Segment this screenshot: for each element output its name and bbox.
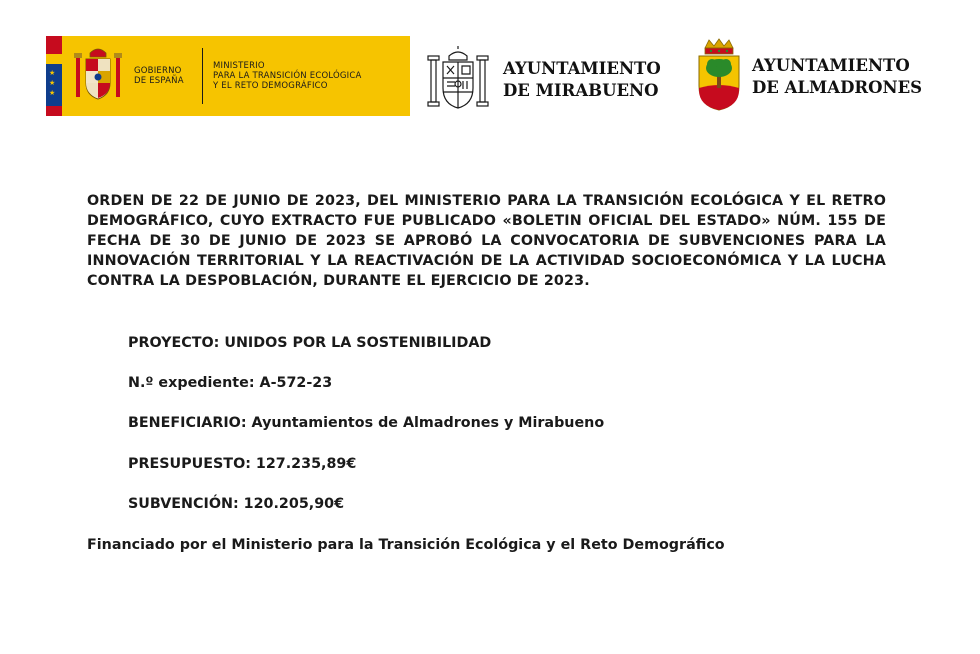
- ministry-line-3: Y EL RETO DEMOGRÁFICO: [213, 81, 328, 91]
- flag-strip: [46, 36, 62, 116]
- order-paragraph: ORDEN DE 22 DE JUNIO DE 2023, DEL MINISTERIO PARA LA TRANSICIÓN ECOLÓGICA Y EL RETRO DEMOGRÁFICO, CUYO EXTRACTO FUE PUBLICADO «BOLETIN OFICIAL DEL ESTADO» NÚM. 155 DE FECHA DE 30 DE JUNIO DE 2023 SE APROBÓ LA CONVOCATORIA DE SUBVENCIONES PARA LA INNOVACIÓN TERRITORIAL Y LA REACTIVACIÓN DE LA ACTIVIDAD SOCIOECONÓMICA Y LA LUCHA CONTRA LA DESPOBLACIÓN, DURANTE EL EJERCICIO DE 2023.: [87, 193, 886, 289]
- almadrones-line-2: DE ALMADRONES: [752, 78, 923, 97]
- ministry-line-1: MINISTERIO: [213, 61, 265, 71]
- presupuesto-line: PRESUPUESTO: 127.235,89€: [128, 456, 357, 472]
- gov-line-1: GOBIERNO: [134, 66, 182, 76]
- eu-stars-icon: ★ ★ ★: [49, 69, 56, 97]
- ministry-line-2: PARA LA TRANSICIÓN ECOLÓGICA: [213, 71, 362, 81]
- gov-label: [134, 36, 198, 116]
- spain-coat-of-arms-icon: [62, 36, 134, 116]
- mirabueno-crest-icon: [425, 46, 491, 116]
- beneficiario-line: BENEFICIARIO: Ayuntamientos de Almadrones y Mirabueno: [128, 415, 605, 431]
- expediente-line: N.º expediente: A-572-23: [128, 375, 333, 391]
- almadrones-title: [752, 55, 922, 99]
- gov-line-2: DE ESPAÑA: [134, 76, 184, 86]
- subvencion-line: SUBVENCIÓN: 120.205,90€: [128, 496, 345, 512]
- mirabueno-line-2: DE MIRABUENO: [503, 81, 659, 100]
- funded-by-note: Financiado por el Ministerio para la Transición Ecológica y el Reto Demográfico: [87, 537, 725, 553]
- project-line: PROYECTO: UNIDOS POR LA SOSTENIBILIDAD: [128, 335, 492, 351]
- almadrones-crest-icon: [697, 38, 741, 116]
- mirabueno-title: [503, 58, 661, 102]
- banner-divider: [202, 48, 203, 104]
- mirabueno-line-1: AYUNTAMIENTO: [503, 59, 661, 78]
- government-banner: [46, 36, 410, 116]
- ministry-label: [213, 36, 410, 116]
- almadrones-line-1: AYUNTAMIENTO: [752, 56, 910, 75]
